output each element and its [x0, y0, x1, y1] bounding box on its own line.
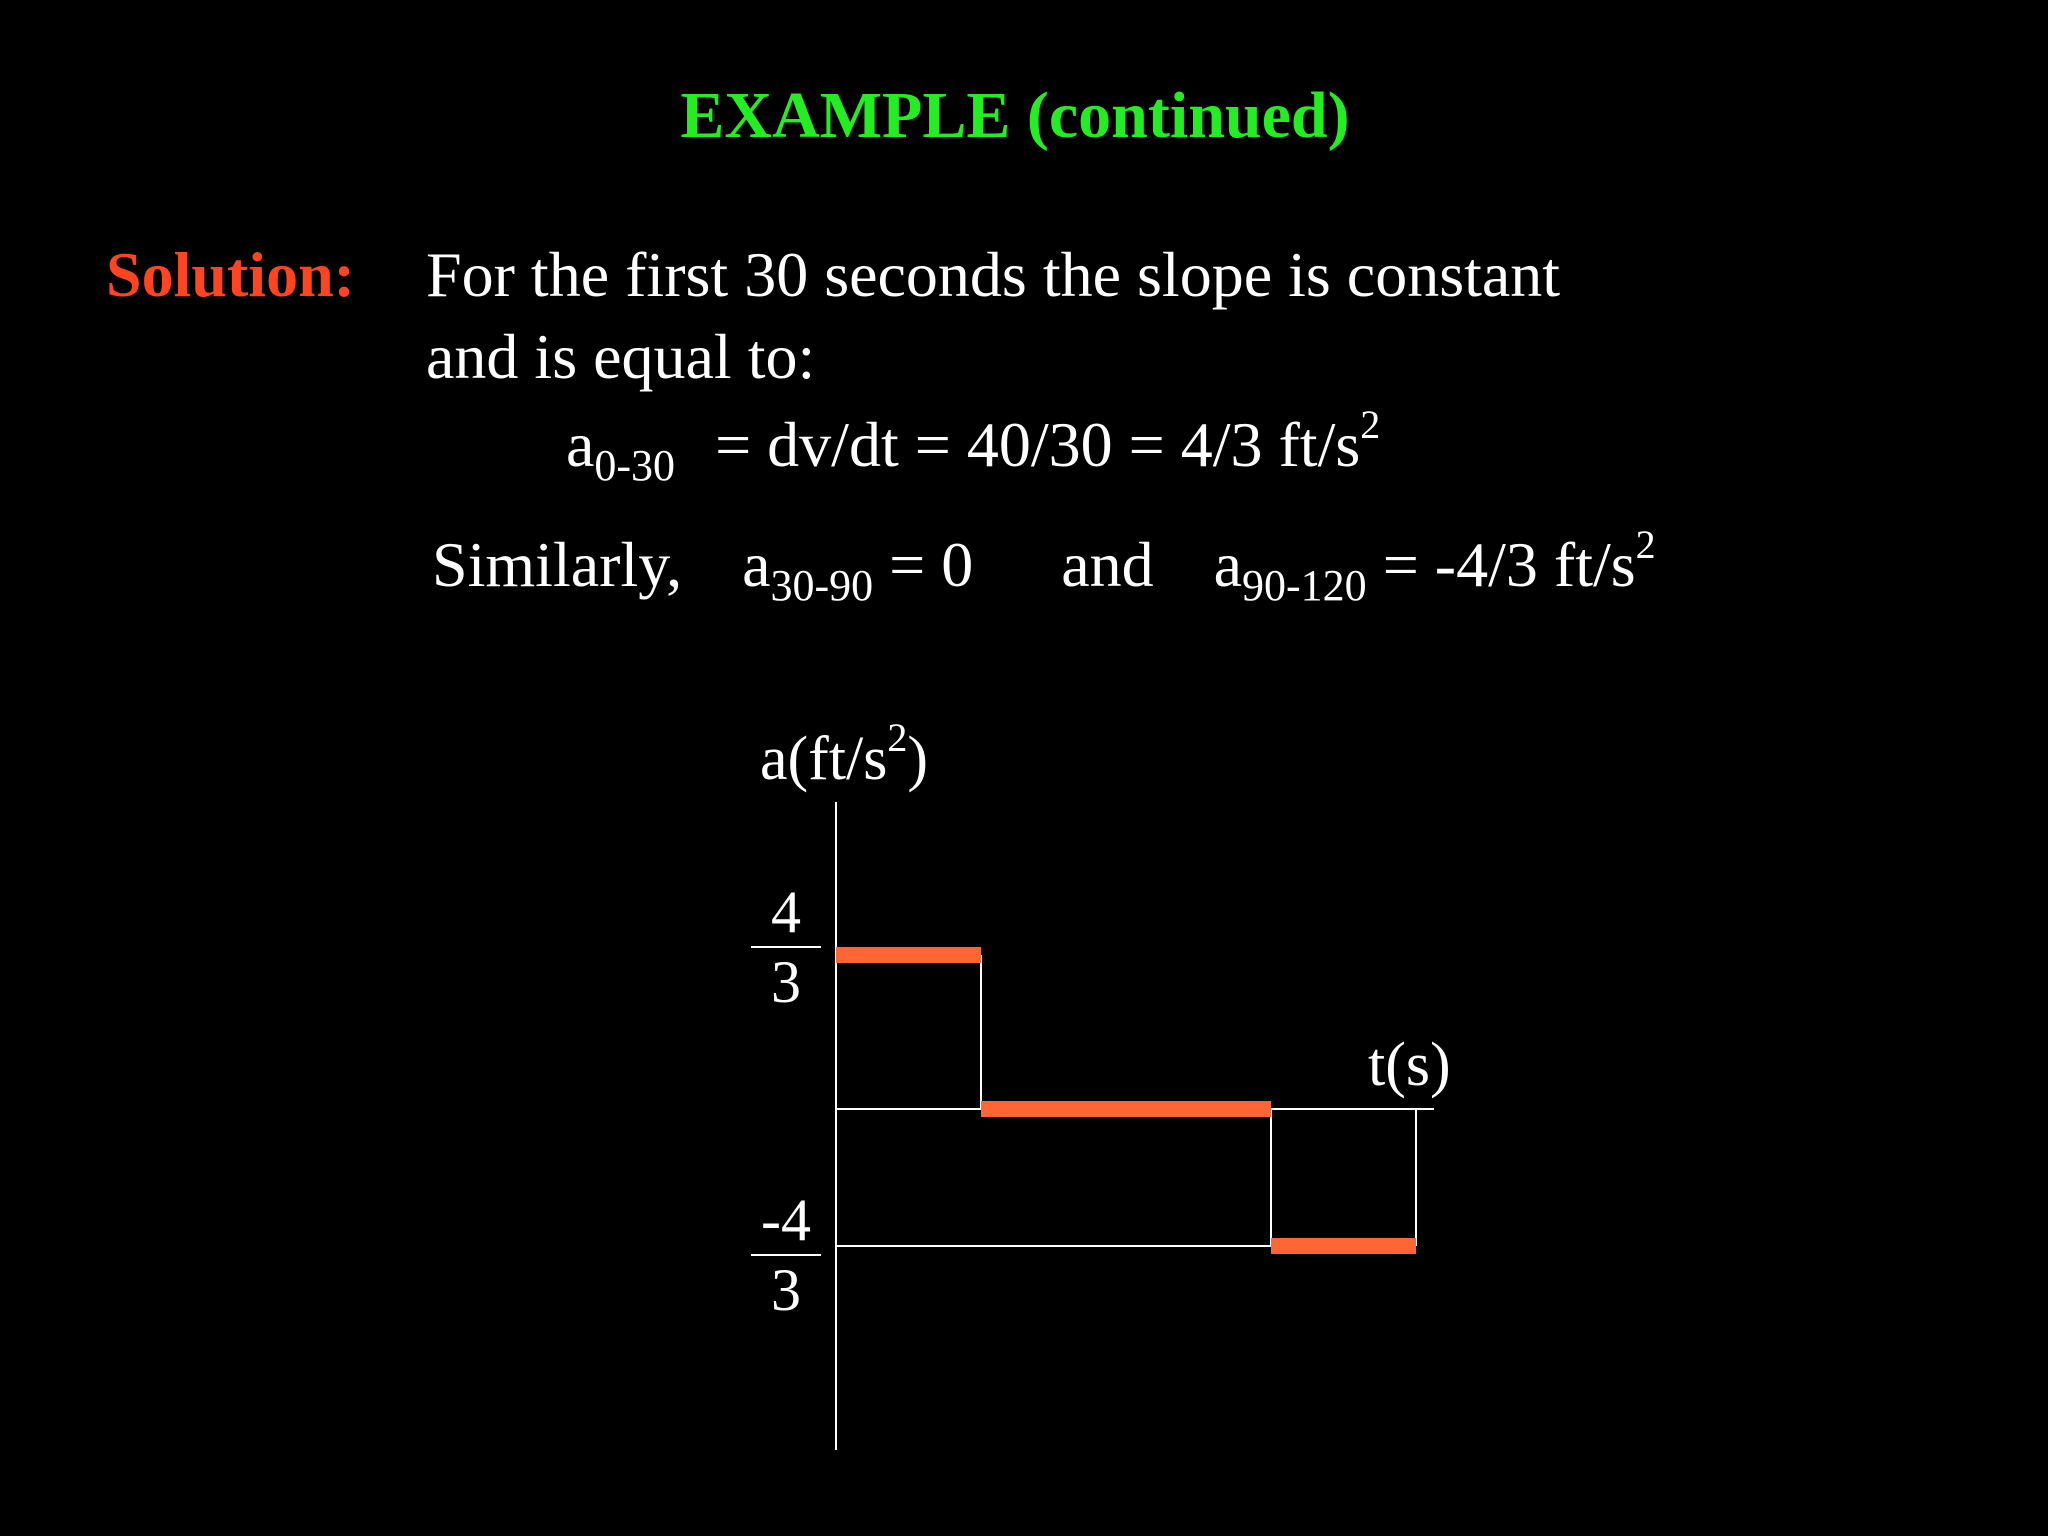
- x-axis-label: t(s): [1368, 1031, 1451, 1099]
- eq2-a1-var: a: [742, 529, 771, 600]
- eq2-a2-subscript: 90-120: [1242, 561, 1367, 610]
- y-tick-positive-denominator: 3: [771, 949, 801, 1015]
- eq2-a2-superscript: 2: [1635, 522, 1656, 567]
- y-tick-negative-numerator: -4: [761, 1187, 811, 1253]
- eq1-var: a: [566, 409, 595, 480]
- solution-label: Solution:: [106, 239, 355, 310]
- solution-line-2: and is equal to:: [426, 321, 816, 392]
- eq1-subscript: 0-30: [594, 441, 676, 490]
- y-axis-label-post: ): [907, 725, 929, 793]
- eq2-a2-rhs: = -4/3 ft/s: [1382, 529, 1636, 600]
- y-tick-negative-denominator: 3: [771, 1257, 801, 1323]
- eq2-conjunction: and: [1061, 529, 1154, 600]
- slide-title: EXAMPLE (continued): [680, 79, 1350, 152]
- eq2-a1-subscript: 30-90: [770, 561, 874, 610]
- eq2-a1-rhs: = 0: [889, 529, 974, 600]
- y-tick-positive-numerator: 4: [771, 879, 801, 945]
- y-axis-label-pre: a(ft/s: [760, 725, 888, 793]
- eq2-a2-var: a: [1213, 529, 1243, 600]
- y-axis-label-sup: 2: [887, 715, 908, 760]
- eq1-rhs: = dv/dt = 40/30 = 4/3 ft/s: [715, 409, 1361, 480]
- solution-line-1: For the first 30 seconds the slope is constant: [426, 239, 1561, 310]
- eq2-prefix: Similarly,: [432, 529, 683, 600]
- eq1-superscript: 2: [1360, 402, 1381, 447]
